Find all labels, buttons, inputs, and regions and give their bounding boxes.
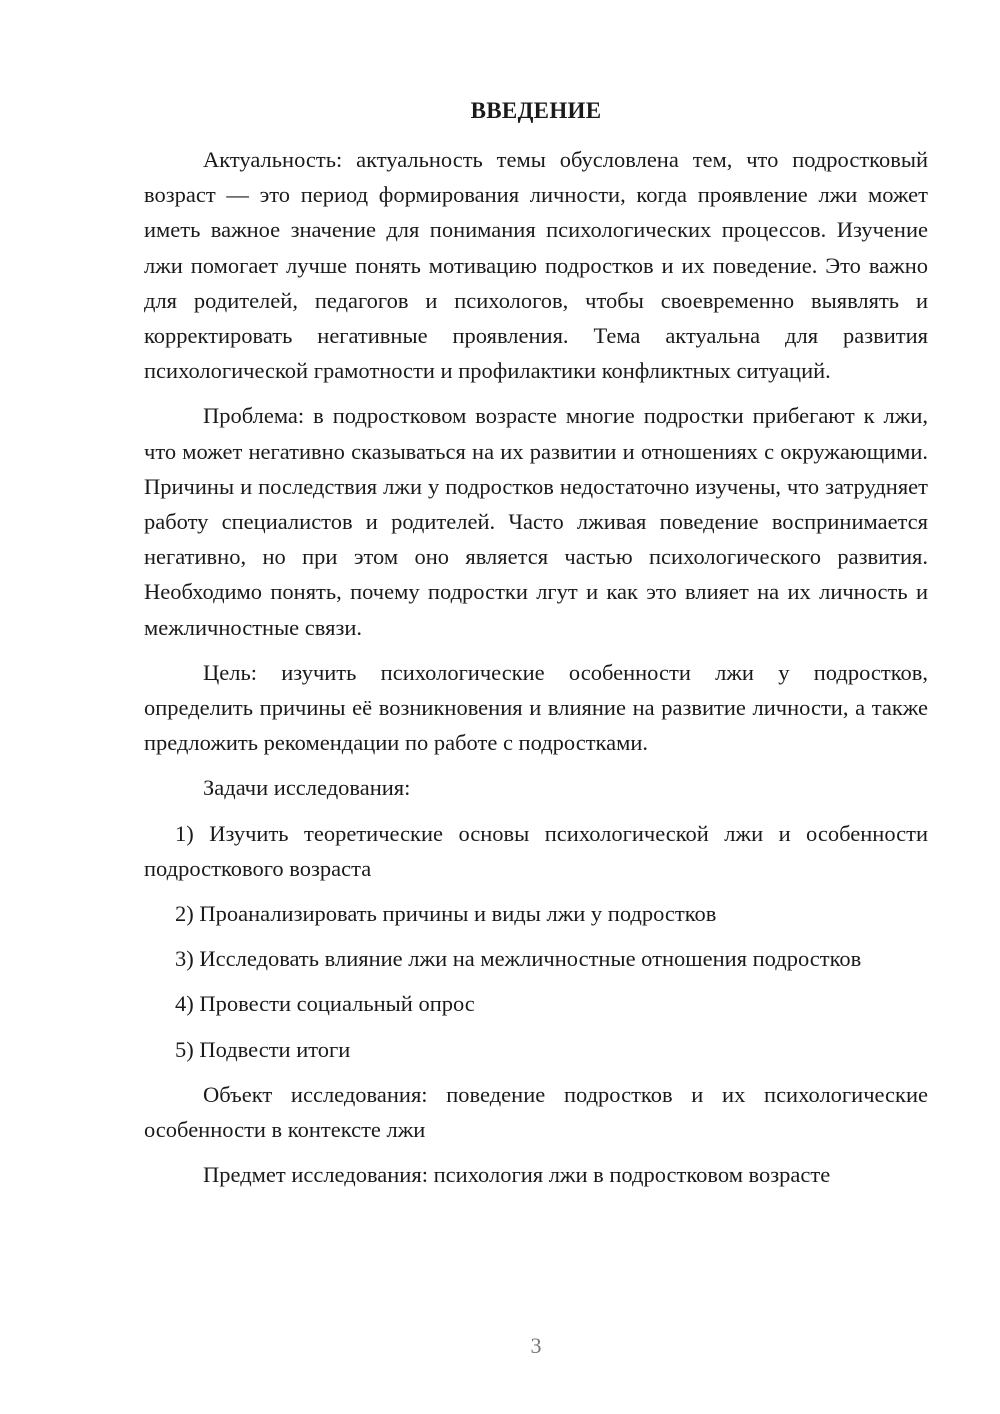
relevance-paragraph: Актуальность: актуальность темы обусловлена тем, что подростковый возраст — это период формирования личности, когда проявление лжи может иметь важное значение для понимания психологических процессов. Изучение лжи помогает лучше понять мотивацию подростков и их поведение. Это важно для родителей, педагогов и психологов, чтобы своевременно выявлять и корректировать негативные проявления. Тема актуальна для развития психологической грамотности и профилактики конфликтных ситуаций.	[144, 147, 928, 384]
object-paragraph: Объект исследования: поведение подростков и их психологические особенности в контексте лжи	[144, 1081, 928, 1143]
document-body	[144, 142, 928, 1192]
problem-paragraph: Проблема: в подростковом возрасте многие подростки прибегают к лжи, что может негативно сказываться на их развитии и отношениях с окружающими. Причины и последствия лжи у подростков недостаточно изучены, что затрудняет работу специалистов и родителей. Часто лживая поведение воспринимается негативно, но при этом оно является частью психологического развития. Необходимо понять, почему подростки лгут и как это влияет на их личность и межличностные связи.	[144, 403, 928, 640]
task-item-3: 3) Исследовать влияние лжи на межличностные отношения подростков	[175, 946, 862, 972]
section-title: ВВЕДЕНИЕ	[470, 98, 602, 123]
subject-paragraph: Предмет исследования: психология лжи в подростковом возрасте	[203, 1162, 831, 1188]
goal-paragraph: Цель: изучить психологические особенности лжи у подростков, определить причины её возникновения и влияние на развитие личности, а также предложить рекомендации по работе с подростками.	[144, 659, 928, 756]
task-item-4: 4) Провести социальный опрос	[175, 991, 475, 1017]
task-item-1: 1) Изучить теоретические основы психологической лжи и особенности подросткового возраста	[144, 820, 928, 881]
page-number: 3	[530, 1333, 542, 1358]
tasks-heading: Задачи исследования:	[203, 775, 411, 801]
task-item-2: 2) Проанализировать причины и виды лжи у подростков	[175, 901, 717, 927]
task-item-5: 5) Подвести итоги	[175, 1036, 351, 1062]
